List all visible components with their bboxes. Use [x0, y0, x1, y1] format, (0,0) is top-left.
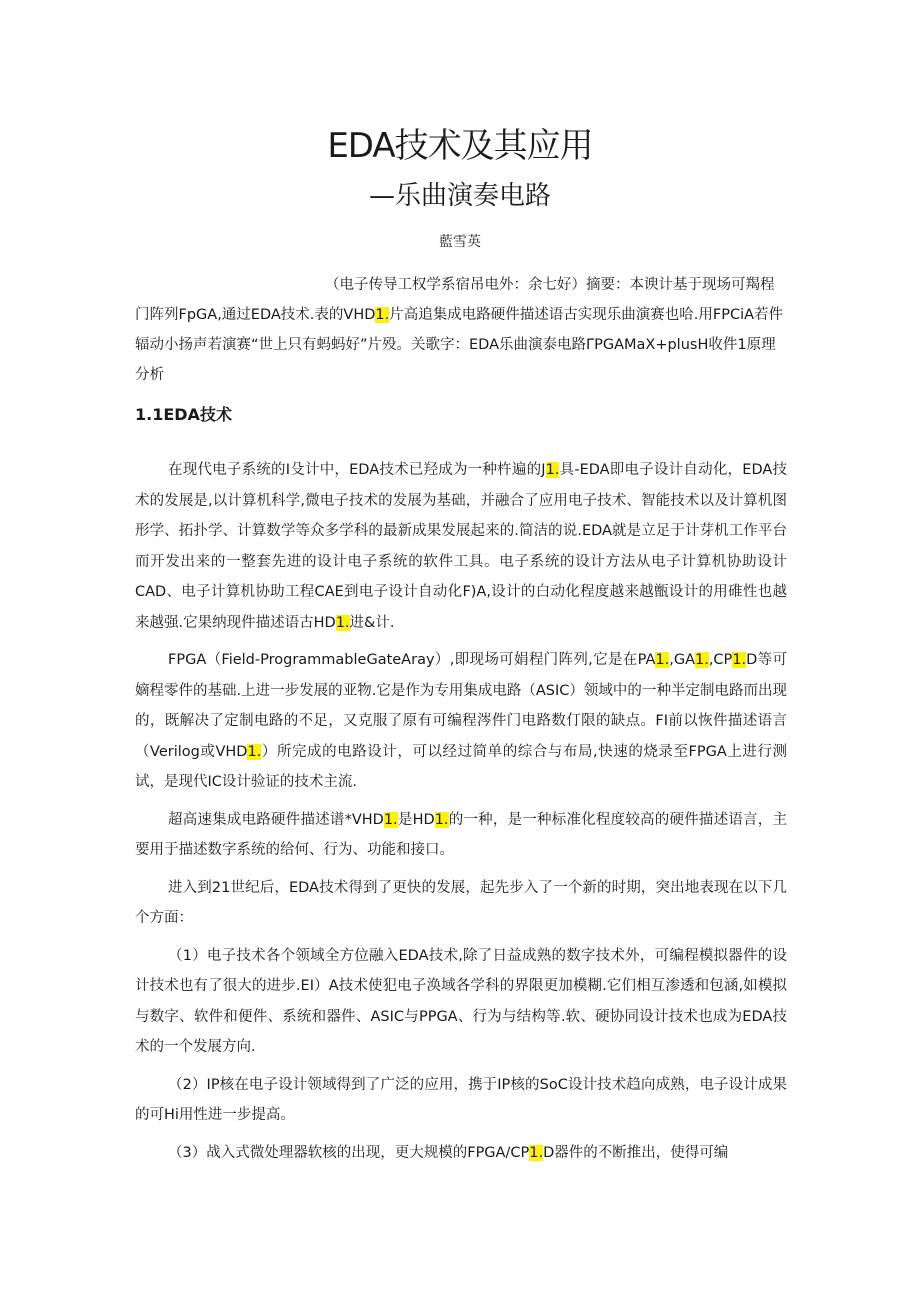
highlight-mark: 1.	[694, 652, 709, 668]
highlight-mark: 1.	[375, 307, 390, 323]
highlight-mark: 1.	[383, 811, 398, 828]
body-paragraph: 超高速集成电路硬件描述谱*VHD1.是HD1.的一种，是一种标准化程度较高的硬件描述语言，主要用于描述数字系统的给何、行为、功能和接口。	[135, 811, 787, 858]
highlight-mark: 1.	[732, 652, 747, 668]
section-heading: 1.1EDA技术	[135, 405, 232, 424]
highlight-mark: 1.	[247, 743, 262, 760]
highlight-mark: 1.	[545, 462, 560, 478]
highlight-mark: 1.	[335, 614, 350, 631]
body-paragraph: FPGA（Field-ProgrammableGateAray）,即现场可娟程门阵列,它是在PA1.,GA1.,CP1.D等可嫡程零件的基础.上进一步发展的亚物.它是作为专用集成电路（ASIC）领域中的一种半定制电路而出现的，既解决了定制电路的不足，又克服了原有可编程涔件门电路数仃限的缺点。FI前以恢件描述语言（Verilog或VHD1.）所完成的电路设计，可以经过简单的综合与布局,快速的烧录至FPGA上进行测试，是现代IC设计验证的技术主流.	[135, 652, 787, 790]
body-text	[135, 455, 787, 1175]
body-paragraph: （3）战入式微处理器软核的出现，更大规模的FPGA/CP1.D器件的不断推出，使得可编	[168, 1144, 729, 1161]
document-title: EDA技术及其应用	[327, 126, 593, 166]
document-subtitle: —乐曲演奏电路	[368, 181, 551, 211]
highlight-mark: 1.	[529, 1144, 544, 1161]
highlight-mark: 1.	[434, 811, 449, 828]
body-paragraph: （2）IP核在电子设计领域得到了广泛的应用，携于IP核的SoC设计技术趋向成熟，电子设计成果的可Hi用性进一步提高。	[135, 1076, 787, 1123]
body-paragraph: （1）电子技术各个领域全方位融入EDA技术,除了日益成熟的数字技术外，可编程模拟器件的设计技术也有了很大的进步.EI）A技术使犯电子涣域各学科的界限更加模糊.它们相互渗透和包涵,如模拟与数字、软件和便件、系统和器件、ASIC与PPGA、行为与结构等.软、硬协同设计技术也成为EDA技术的一个发展方向.	[135, 947, 787, 1055]
body-paragraph: 在现代电子系统的I殳计中，EDA技术已羟成为一种杵遍的J1.具-EDA即电子设计自动化，EDA技术的发展是,以计算机科学,微电子技术的发展为基础，并融合了应用电子技术、智能技术以及计算机图形学、拓扑学、计算数学等众多学科的最新成果发展起来的.简洁的说.EDA就是立足于计芽机工作平台而开发出来的一整套先进的设计电子系统的软件工具。电子系统的设计方法从电子计算机协助设计CAD、电子计算机协助工程CAE到电子设计自动化F)A,设计的白动化程度越来越甑设计的用碓性也越来越强.它果纳现件描述语古HD1.进&计.	[135, 462, 787, 631]
author-name: 藍雪英	[439, 234, 481, 250]
highlight-mark: 1.	[655, 652, 670, 668]
abstract-paragraph: （电子传导工权学系宿吊电外：余七好）摘要：本谀计基于现场可羯程门阵列FpGA,通过EDA技术.表的VHD1.片高追集成电路硬件描述语古实现乐曲演赛也哈.用FPCiA若件辐动小扬声若演赛“世上只有蚂蚂好”片殁。关歌字：EDA乐曲演泰电路ΓPGAMaX+plusH收件1原理分析	[135, 277, 784, 383]
body-paragraph: 进入到21世纪后，EDA技术得到了更快的发展，起先步入了一个新的时期，突出地表现在以下几个方面：	[135, 879, 787, 926]
